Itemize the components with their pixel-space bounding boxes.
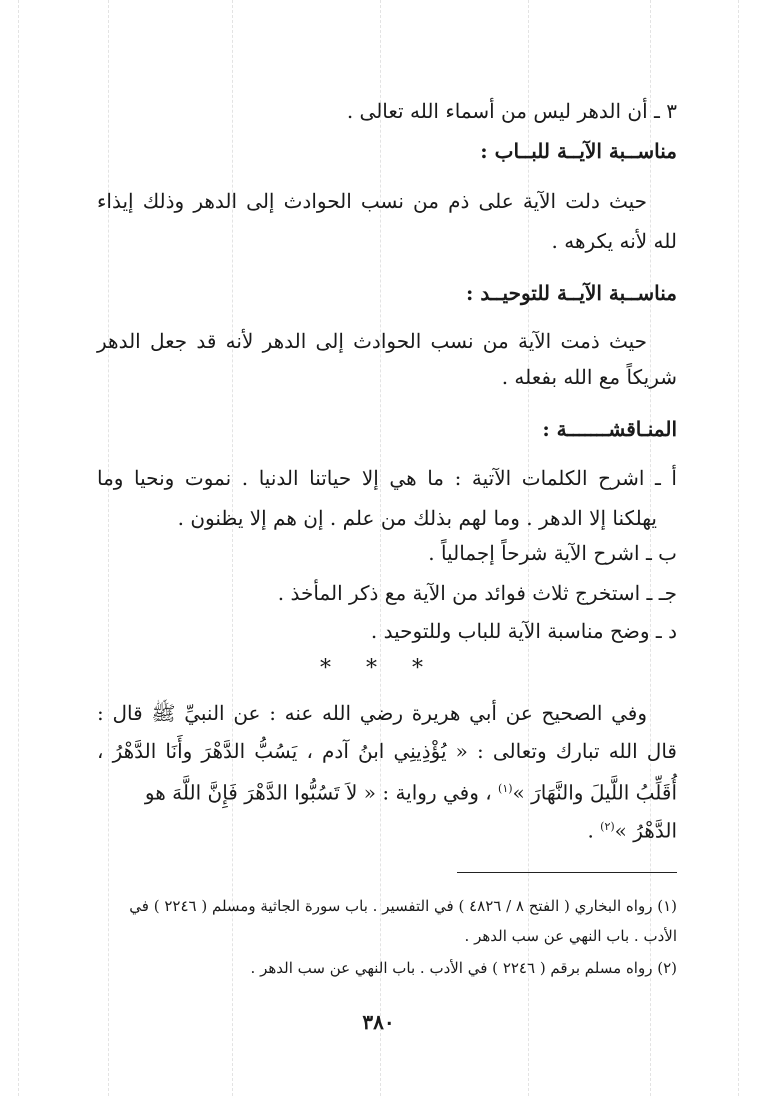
- question-c: جـ ـ استخرج ثلاث فوائد من الآية مع ذكر المأخذ .: [277, 581, 677, 605]
- heading-discussion: المنـاقشـــــــة :: [542, 417, 677, 441]
- main-text: [97, 0, 677, 1096]
- footnote-1-line-2: الأدب . باب النهي عن سب الدهر .: [464, 927, 677, 945]
- scan-guide-line: [738, 0, 739, 1096]
- footnote-ref-2: (٢): [600, 820, 615, 833]
- point-3: ٣ ـ أن الدهر ليس من أسماء الله تعالى .: [346, 99, 677, 123]
- hadith-line-4-end: .: [587, 818, 601, 843]
- question-a-line-2: يهلكنا إلا الدهر . وما لهم بذلك من علم . إن هم إلا يظنون .: [177, 506, 657, 530]
- page-number: ٣٨٠: [362, 1010, 395, 1034]
- hadith-line-1: وفي الصحيح عن أبي هريرة رضي الله عنه : عن النبيِّ ﷺ قال :: [97, 701, 647, 725]
- relevance-chapter-line-1: حيث دلت الآية على ذم من نسب الحوادث إلى الدهر وذلك إيذاء: [97, 189, 647, 213]
- heading-relevance-tawhid: مناســبة الآيــة للتوحيــد :: [465, 281, 677, 305]
- relevance-tawhid-line-2: شريكاً مع الله بفعله .: [501, 365, 677, 389]
- relevance-tawhid-line-1: حيث ذمت الآية من نسب الحوادث إلى الدهر لأنه قد جعل الدهر: [97, 329, 647, 353]
- scan-guide-line: [18, 0, 19, 1096]
- question-d: د ـ وضح مناسبة الآية للباب وللتوحيد .: [370, 619, 677, 643]
- hadith-line-4: [587, 812, 677, 846]
- footnote-ref-1: (١): [498, 782, 513, 795]
- relevance-chapter-line-2: لله لأنه يكرهه .: [551, 229, 677, 253]
- footnote-divider: [457, 872, 677, 873]
- heading-relevance-chapter: مناســبة الآيــة للبــاب :: [480, 139, 677, 163]
- hadith-line-3-start: أُقَلِّبُ اللَّيلَ والنَّهَارَ »: [512, 780, 677, 805]
- hadith-line-3: [97, 774, 677, 808]
- question-a-line-1: أ ـ اشرح الكلمات الآتية : ما هي إلا حياتنا الدنيا . نموت ونحيا وما: [97, 466, 677, 490]
- footnote-1-line-1: (١) رواه البخاري ( الفتح ٨ / ٤٨٢٦ ) في التفسير . باب سورة الجاثية ومسلم ( ٢٢٤٦ ) في: [129, 897, 677, 915]
- hadith-line-3-end: ، وفي رواية : « لاَ تَسُبُّوا الدَّهْرَ فَإِنَّ اللَّهَ هو: [144, 780, 499, 805]
- hadith-line-4-start: الدَّهْرُ »: [614, 818, 677, 843]
- hadith-line-2: قال الله تبارك وتعالى : « يُؤْذِينِي ابنُ آدم ، يَسُبُّ الدَّهْرَ وأَنَا الدَّهْرُ ،: [97, 739, 677, 763]
- section-separator: * * *: [320, 656, 437, 681]
- question-b: ب ـ اشرح الآية شرحاً إجمالياً .: [428, 541, 677, 565]
- footnote-2: (٢) رواه مسلم برقم ( ٢٢٤٦ ) في الأدب . باب النهي عن سب الدهر .: [250, 959, 677, 977]
